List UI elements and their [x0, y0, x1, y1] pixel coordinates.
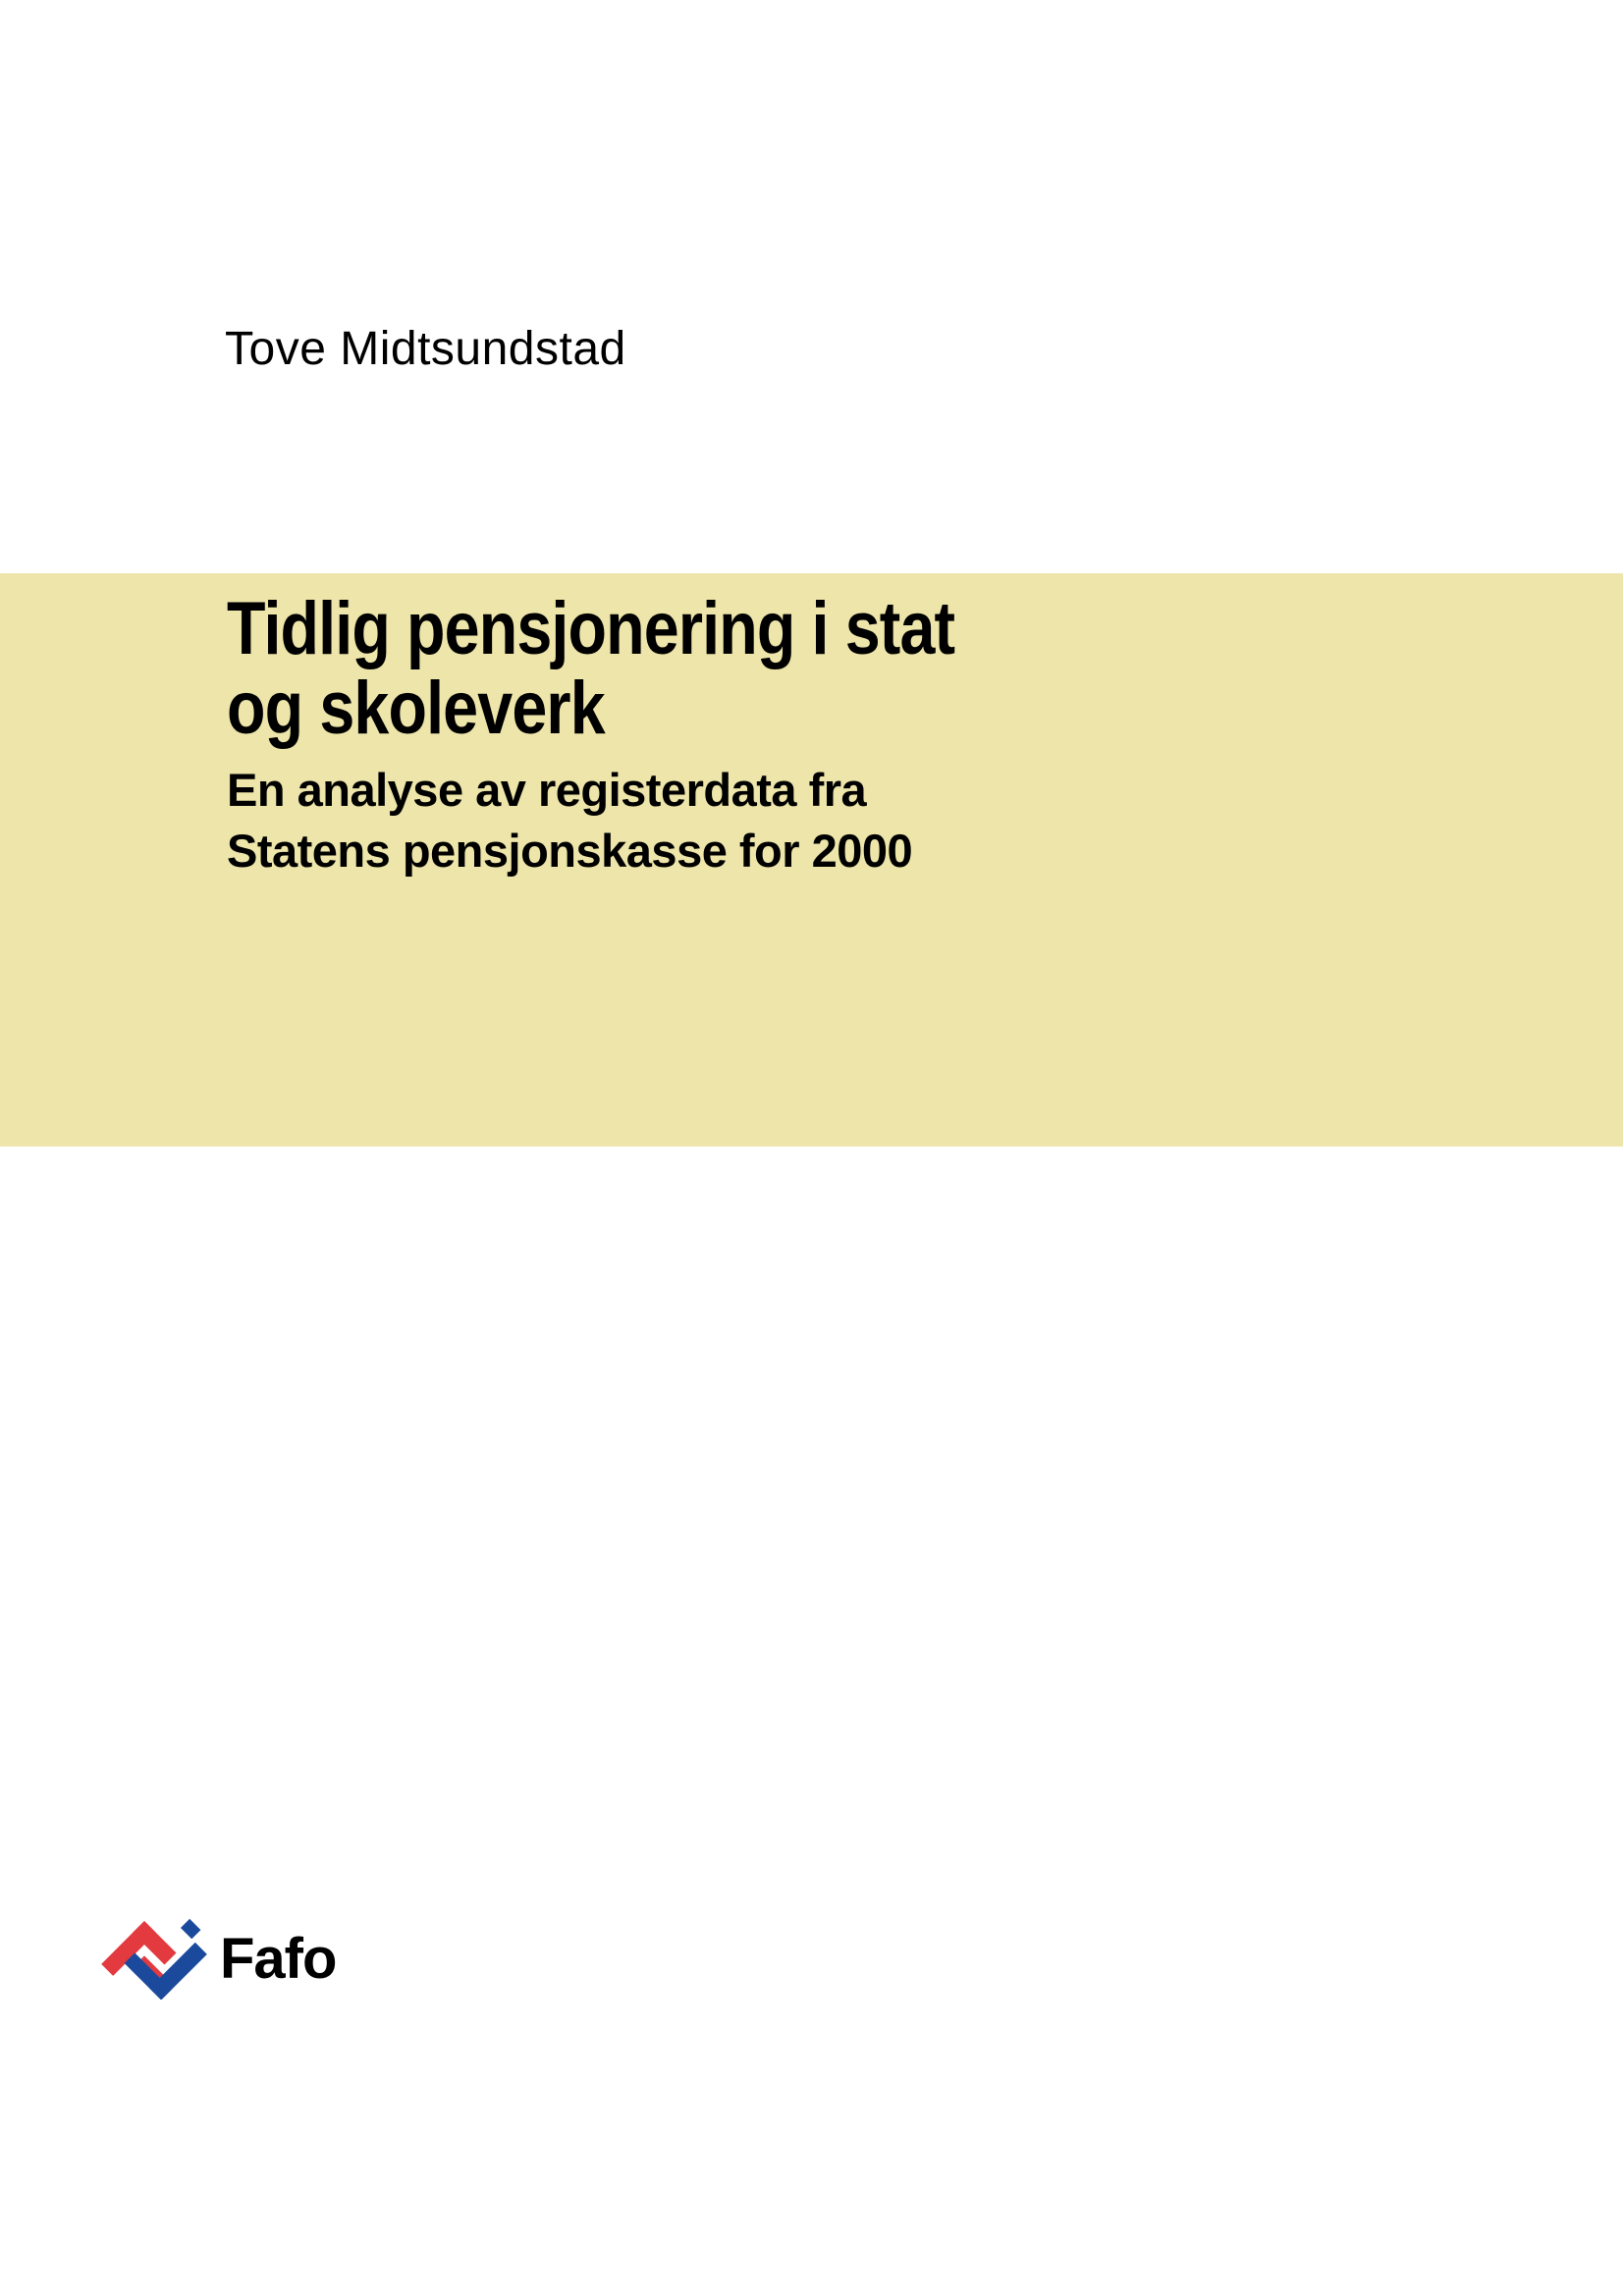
author-name: Tove Midtsundstad [225, 323, 626, 375]
title-line-2: og skoleverk [227, 667, 605, 750]
fafo-logo-icon [93, 1917, 211, 2000]
report-subtitle [227, 760, 1623, 881]
publisher-wordmark: Fafo [220, 1927, 337, 1991]
title-band [0, 573, 1623, 1147]
title-line-1: Tidlig pensjonering i stat [227, 587, 955, 670]
report-title [227, 589, 1414, 748]
subtitle-line-2: Statens pensjonskasse for 2000 [227, 825, 913, 877]
subtitle-line-1: En analyse av registerdata fra [227, 764, 867, 816]
